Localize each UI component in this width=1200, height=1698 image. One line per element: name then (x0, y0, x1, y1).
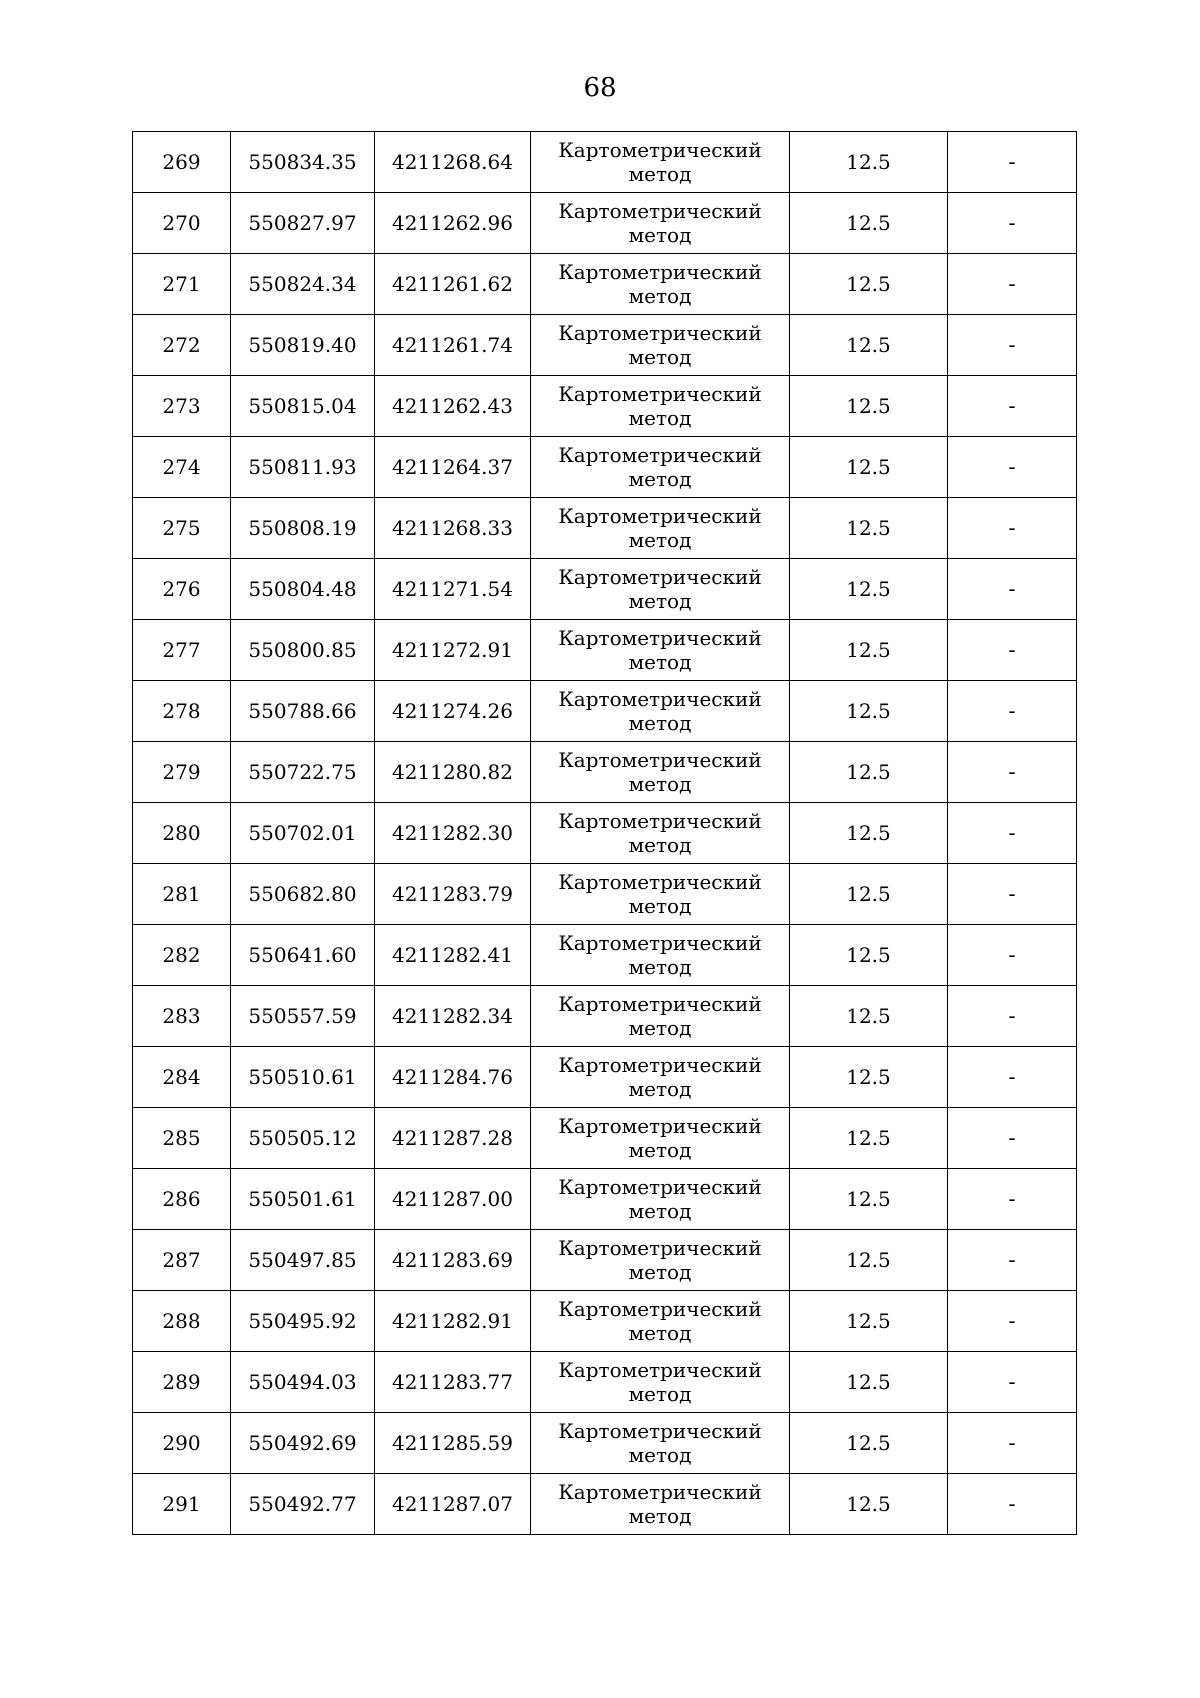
point-number-cell: 291 (133, 1474, 231, 1535)
point-number-cell: 270 (133, 193, 231, 254)
table-row (133, 803, 1077, 864)
x-coordinate-cell: 550808.19 (231, 498, 375, 559)
method-cell: Картометрический метод (531, 1352, 790, 1413)
table-row (133, 376, 1077, 437)
accuracy-cell: 12.5 (790, 864, 948, 925)
method-cell: Картометрический метод (531, 376, 790, 437)
y-coordinate-cell: 4211287.00 (375, 1169, 531, 1230)
accuracy-cell: 12.5 (790, 742, 948, 803)
x-coordinate-cell: 550510.61 (231, 1047, 375, 1108)
accuracy-cell: 12.5 (790, 1413, 948, 1474)
table-row (133, 1230, 1077, 1291)
method-cell: Картометрический метод (531, 132, 790, 193)
y-coordinate-cell: 4211284.76 (375, 1047, 531, 1108)
table-row (133, 315, 1077, 376)
point-number-cell: 278 (133, 681, 231, 742)
y-coordinate-cell: 4211282.34 (375, 986, 531, 1047)
note-cell: - (948, 132, 1077, 193)
accuracy-cell: 12.5 (790, 681, 948, 742)
table-row (133, 1413, 1077, 1474)
table-row (133, 620, 1077, 681)
point-number-cell: 288 (133, 1291, 231, 1352)
note-cell: - (948, 742, 1077, 803)
y-coordinate-cell: 4211262.96 (375, 193, 531, 254)
point-number-cell: 271 (133, 254, 231, 315)
x-coordinate-cell: 550722.75 (231, 742, 375, 803)
method-cell: Картометрический метод (531, 498, 790, 559)
note-cell: - (948, 1047, 1077, 1108)
method-cell: Картометрический метод (531, 1108, 790, 1169)
table-row (133, 498, 1077, 559)
note-cell: - (948, 437, 1077, 498)
note-cell: - (948, 1169, 1077, 1230)
note-cell: - (948, 803, 1077, 864)
point-number-cell: 287 (133, 1230, 231, 1291)
note-cell: - (948, 620, 1077, 681)
accuracy-cell: 12.5 (790, 1047, 948, 1108)
table-row (133, 864, 1077, 925)
method-cell: Картометрический метод (531, 620, 790, 681)
accuracy-cell: 12.5 (790, 1474, 948, 1535)
table-row (133, 1169, 1077, 1230)
note-cell: - (948, 1474, 1077, 1535)
accuracy-cell: 12.5 (790, 559, 948, 620)
point-number-cell: 283 (133, 986, 231, 1047)
note-cell: - (948, 681, 1077, 742)
table-row (133, 681, 1077, 742)
note-cell: - (948, 1291, 1077, 1352)
method-cell: Картометрический метод (531, 925, 790, 986)
page-number: 68 (583, 73, 617, 103)
y-coordinate-cell: 4211272.91 (375, 620, 531, 681)
x-coordinate-cell: 550804.48 (231, 559, 375, 620)
table-row (133, 1108, 1077, 1169)
note-cell: - (948, 1230, 1077, 1291)
table-row (133, 986, 1077, 1047)
y-coordinate-cell: 4211283.69 (375, 1230, 531, 1291)
accuracy-cell: 12.5 (790, 925, 948, 986)
method-cell: Картометрический метод (531, 864, 790, 925)
note-cell: - (948, 864, 1077, 925)
note-cell: - (948, 925, 1077, 986)
x-coordinate-cell: 550505.12 (231, 1108, 375, 1169)
x-coordinate-cell: 550819.40 (231, 315, 375, 376)
accuracy-cell: 12.5 (790, 1169, 948, 1230)
x-coordinate-cell: 550815.04 (231, 376, 375, 437)
point-number-cell: 281 (133, 864, 231, 925)
accuracy-cell: 12.5 (790, 254, 948, 315)
method-cell: Картометрический метод (531, 1047, 790, 1108)
method-cell: Картометрический метод (531, 742, 790, 803)
table-row (133, 925, 1077, 986)
method-cell: Картометрический метод (531, 193, 790, 254)
x-coordinate-cell: 550641.60 (231, 925, 375, 986)
y-coordinate-cell: 4211261.62 (375, 254, 531, 315)
point-number-cell: 275 (133, 498, 231, 559)
y-coordinate-cell: 4211287.07 (375, 1474, 531, 1535)
x-coordinate-cell: 550495.92 (231, 1291, 375, 1352)
x-coordinate-cell: 550788.66 (231, 681, 375, 742)
method-cell: Картометрический метод (531, 681, 790, 742)
table-row (133, 1291, 1077, 1352)
y-coordinate-cell: 4211262.43 (375, 376, 531, 437)
table-row (133, 254, 1077, 315)
y-coordinate-cell: 4211264.37 (375, 437, 531, 498)
method-cell: Картометрический метод (531, 1474, 790, 1535)
method-cell: Картометрический метод (531, 1291, 790, 1352)
table-row (133, 1047, 1077, 1108)
x-coordinate-cell: 550811.93 (231, 437, 375, 498)
point-number-cell: 276 (133, 559, 231, 620)
method-cell: Картометрический метод (531, 1169, 790, 1230)
accuracy-cell: 12.5 (790, 803, 948, 864)
x-coordinate-cell: 550702.01 (231, 803, 375, 864)
y-coordinate-cell: 4211283.77 (375, 1352, 531, 1413)
method-cell: Картометрический метод (531, 437, 790, 498)
accuracy-cell: 12.5 (790, 376, 948, 437)
method-cell: Картометрический метод (531, 254, 790, 315)
y-coordinate-cell: 4211282.41 (375, 925, 531, 986)
point-number-cell: 284 (133, 1047, 231, 1108)
table-row (133, 193, 1077, 254)
x-coordinate-cell: 550824.34 (231, 254, 375, 315)
x-coordinate-cell: 550834.35 (231, 132, 375, 193)
accuracy-cell: 12.5 (790, 620, 948, 681)
y-coordinate-cell: 4211287.28 (375, 1108, 531, 1169)
point-number-cell: 280 (133, 803, 231, 864)
point-number-cell: 285 (133, 1108, 231, 1169)
table-row (133, 742, 1077, 803)
note-cell: - (948, 315, 1077, 376)
x-coordinate-cell: 550827.97 (231, 193, 375, 254)
note-cell: - (948, 193, 1077, 254)
note-cell: - (948, 376, 1077, 437)
method-cell: Картометрический метод (531, 803, 790, 864)
point-number-cell: 289 (133, 1352, 231, 1413)
accuracy-cell: 12.5 (790, 315, 948, 376)
accuracy-cell: 12.5 (790, 1291, 948, 1352)
x-coordinate-cell: 550492.69 (231, 1413, 375, 1474)
x-coordinate-cell: 550800.85 (231, 620, 375, 681)
note-cell: - (948, 1108, 1077, 1169)
x-coordinate-cell: 550494.03 (231, 1352, 375, 1413)
accuracy-cell: 12.5 (790, 1230, 948, 1291)
table-row (133, 1474, 1077, 1535)
note-cell: - (948, 559, 1077, 620)
method-cell: Картометрический метод (531, 315, 790, 376)
point-number-cell: 277 (133, 620, 231, 681)
table-row (133, 437, 1077, 498)
point-number-cell: 269 (133, 132, 231, 193)
method-cell: Картометрический метод (531, 1413, 790, 1474)
point-number-cell: 274 (133, 437, 231, 498)
y-coordinate-cell: 4211271.54 (375, 559, 531, 620)
accuracy-cell: 12.5 (790, 193, 948, 254)
point-number-cell: 273 (133, 376, 231, 437)
accuracy-cell: 12.5 (790, 1352, 948, 1413)
x-coordinate-cell: 550492.77 (231, 1474, 375, 1535)
y-coordinate-cell: 4211261.74 (375, 315, 531, 376)
note-cell: - (948, 498, 1077, 559)
point-number-cell: 272 (133, 315, 231, 376)
coordinates-table (132, 131, 1077, 1535)
table-row (133, 559, 1077, 620)
note-cell: - (948, 1352, 1077, 1413)
method-cell: Картометрический метод (531, 559, 790, 620)
x-coordinate-cell: 550501.61 (231, 1169, 375, 1230)
x-coordinate-cell: 550497.85 (231, 1230, 375, 1291)
point-number-cell: 286 (133, 1169, 231, 1230)
y-coordinate-cell: 4211283.79 (375, 864, 531, 925)
x-coordinate-cell: 550682.80 (231, 864, 375, 925)
note-cell: - (948, 986, 1077, 1047)
accuracy-cell: 12.5 (790, 986, 948, 1047)
table-body (133, 132, 1077, 1535)
y-coordinate-cell: 4211274.26 (375, 681, 531, 742)
accuracy-cell: 12.5 (790, 132, 948, 193)
point-number-cell: 290 (133, 1413, 231, 1474)
y-coordinate-cell: 4211268.33 (375, 498, 531, 559)
point-number-cell: 279 (133, 742, 231, 803)
method-cell: Картометрический метод (531, 1230, 790, 1291)
point-number-cell: 282 (133, 925, 231, 986)
y-coordinate-cell: 4211282.30 (375, 803, 531, 864)
y-coordinate-cell: 4211285.59 (375, 1413, 531, 1474)
method-cell: Картометрический метод (531, 986, 790, 1047)
note-cell: - (948, 254, 1077, 315)
y-coordinate-cell: 4211282.91 (375, 1291, 531, 1352)
y-coordinate-cell: 4211280.82 (375, 742, 531, 803)
y-coordinate-cell: 4211268.64 (375, 132, 531, 193)
note-cell: - (948, 1413, 1077, 1474)
table-row (133, 1352, 1077, 1413)
accuracy-cell: 12.5 (790, 498, 948, 559)
x-coordinate-cell: 550557.59 (231, 986, 375, 1047)
accuracy-cell: 12.5 (790, 437, 948, 498)
accuracy-cell: 12.5 (790, 1108, 948, 1169)
table-row (133, 132, 1077, 193)
